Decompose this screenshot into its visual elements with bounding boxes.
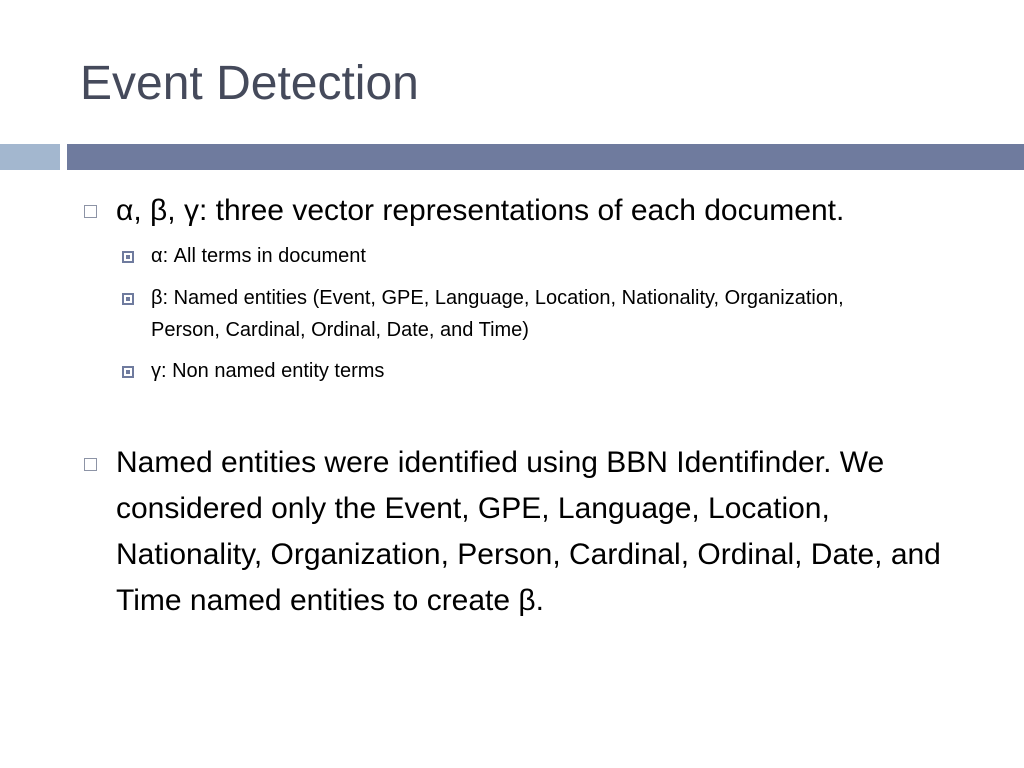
sub-bullet-item: γ: Non named entity terms xyxy=(151,360,385,382)
sub-bullet-item: β: Named entities (Event, GPE, Language, Location, Nationality, Organization, Person, Cardinal, Ordinal, Date, and Time) xyxy=(151,287,844,341)
title-accent-bar-right xyxy=(67,144,1024,170)
sub-bullet-item: α: All terms in document xyxy=(151,245,366,267)
filled-square-bullet-icon xyxy=(122,251,134,263)
title-accent-bar-left xyxy=(0,144,60,170)
hollow-square-bullet-icon xyxy=(84,458,97,471)
filled-square-bullet-icon xyxy=(122,366,134,378)
slide-title: Event Detection xyxy=(80,57,419,110)
hollow-square-bullet-icon xyxy=(84,205,97,218)
filled-square-bullet-icon xyxy=(122,293,134,305)
bullet-item: Named entities were identified using BBN Identifinder. We considered only the Event, GPE, Language, Location, Nationality, Organization, Person, Cardinal, Ordinal, Date, and Time named entities to create β. xyxy=(116,446,941,617)
bullet-item: α, β, γ: three vector representations of each document. xyxy=(116,194,845,227)
